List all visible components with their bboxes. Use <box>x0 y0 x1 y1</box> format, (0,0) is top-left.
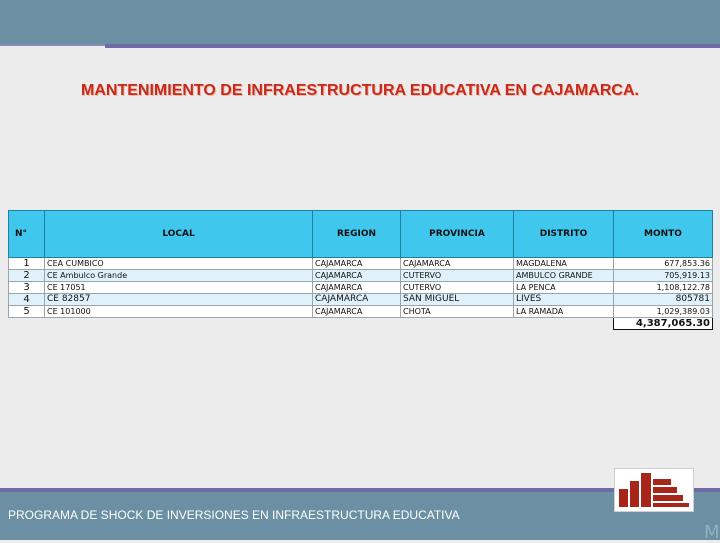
bar-steps-logo-icon <box>614 468 694 512</box>
cell-num: 3 <box>9 282 45 294</box>
cell-provincia: CHOTA <box>401 306 514 318</box>
header-num: N° <box>9 211 45 258</box>
top-band <box>0 0 720 44</box>
cell-distrito: LIVES <box>514 294 614 306</box>
logo-graphic <box>615 469 693 511</box>
table-header-row <box>9 211 713 258</box>
cell-local: CEA CUMBICO <box>45 258 313 270</box>
cell-monto: 1,029,389.03 <box>614 306 713 318</box>
cell-local: CE 17051 <box>45 282 313 294</box>
cell-provincia: SAN MIGUEL <box>401 294 514 306</box>
cell-monto: 1,108,122.78 <box>614 282 713 294</box>
cell-local: CE 101000 <box>45 306 313 318</box>
cell-num: 5 <box>9 306 45 318</box>
cell-distrito: LA RAMADA <box>514 306 614 318</box>
top-rule <box>105 44 720 48</box>
cell-local: CE Ambulco Grande <box>45 270 313 282</box>
cell-distrito: AMBULCO GRANDE <box>514 270 614 282</box>
cell-monto: 677,853.36 <box>614 258 713 270</box>
total-row <box>9 318 713 330</box>
cell-provincia: CAJAMARCA <box>401 258 514 270</box>
cell-num: 4 <box>9 294 45 306</box>
table-row <box>9 258 713 270</box>
cell-provincia: CUTERVO <box>401 282 514 294</box>
header-region: REGION <box>313 211 401 258</box>
cell-num: 1 <box>9 258 45 270</box>
total-amount: 4,387,065.30 <box>614 318 713 330</box>
footer-text: PROGRAMA DE SHOCK DE INVERSIONES EN INFRAESTRUCTURA EDUCATIVA <box>8 508 460 522</box>
cell-region: CAJAMARCA <box>313 306 401 318</box>
cell-provincia: CUTERVO <box>401 270 514 282</box>
slide-title: MANTENIMIENTO DE INFRAESTRUCTURA EDUCATIVA EN CAJAMARCA. <box>81 82 639 99</box>
cell-monto: 705,919.13 <box>614 270 713 282</box>
cell-monto: 805781 <box>614 294 713 306</box>
table-row <box>9 306 713 318</box>
cell-region: CAJAMARCA <box>313 270 401 282</box>
data-table <box>8 210 713 330</box>
table-row <box>9 282 713 294</box>
cell-num: 2 <box>9 270 45 282</box>
investment-table <box>8 210 712 330</box>
table-row <box>9 270 713 282</box>
cell-region: CAJAMARCA <box>313 282 401 294</box>
top-rule-left <box>0 44 105 46</box>
table-row <box>9 294 713 306</box>
header-monto: MONTO <box>614 211 713 258</box>
cell-distrito: MAGDALENA <box>514 258 614 270</box>
header-distrito: DISTRITO <box>514 211 614 258</box>
cell-local: CE 82857 <box>45 294 313 306</box>
cell-region: CAJAMARCA <box>313 294 401 306</box>
cell-region: CAJAMARCA <box>313 258 401 270</box>
header-local: LOCAL <box>45 211 313 258</box>
corner-mark: M <box>704 522 720 543</box>
cell-distrito: LA PENCA <box>514 282 614 294</box>
header-provincia: PROVINCIA <box>401 211 514 258</box>
